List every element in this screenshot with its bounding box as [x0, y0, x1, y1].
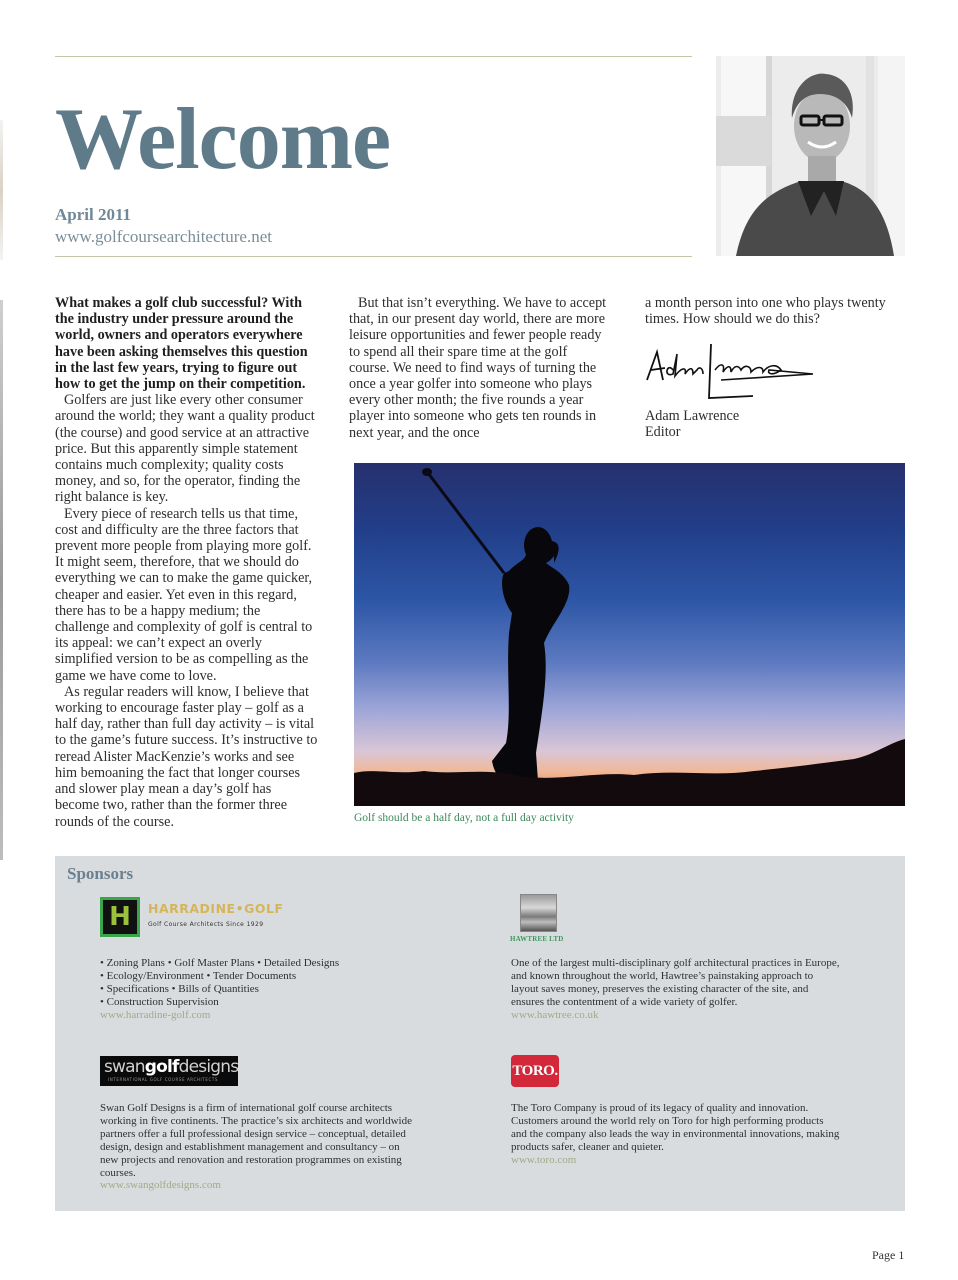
sponsor-toro: [511, 1102, 841, 1167]
header-bottom-rule: [55, 256, 692, 257]
service-line: • Construction Supervision: [100, 995, 219, 1008]
golfer-silhouette-photo: [354, 463, 905, 806]
editor-signature: [643, 340, 818, 404]
page-title: Welcome: [55, 91, 391, 188]
sponsor-description: The Toro Company is proud of its legacy of quality and innovation. Customers around the world rely on Toro for high performing products and the company also leads the way in environmental innovations, making products safer, cleaner and quieter.: [511, 1102, 840, 1153]
article-paragraph: But that isn’t everything. We have to accept that, in our present day world, there are more leisure opportunities and fewer people ready to spend all their spare time at the golf course. We need to find ways of turning the once a year golfer into someone who plays every other month; the five rounds a year player into someone who gets ten rounds in next year, and the once: [349, 295, 607, 441]
harradine-tagline: Golf Course Architects Since 1929: [148, 921, 264, 928]
sponsor-hawtree: [511, 957, 841, 1022]
editor-role: Editor: [645, 424, 681, 440]
harradine-h-icon: H: [100, 897, 140, 937]
swan-golf-designs-logo[interactable]: [100, 1056, 238, 1086]
service-line: • Specifications • Bills of Quantities: [100, 982, 259, 995]
harradine-golf-logo[interactable]: [100, 897, 284, 937]
hawtree-url-link[interactable]: www.hawtree.co.uk: [511, 1008, 599, 1021]
page-number: Page 1: [872, 1248, 905, 1262]
sponsors-heading: Sponsors: [67, 864, 134, 883]
hawtree-logo[interactable]: [510, 892, 570, 947]
photo-caption: Golf should be a half day, not a full day activity: [354, 812, 574, 824]
sponsors-panel: [55, 856, 905, 1211]
harradine-url-link[interactable]: www.harradine-golf.com: [100, 1008, 211, 1021]
signature-icon: [643, 340, 818, 404]
article-column-1: [55, 295, 318, 830]
toro-url-link[interactable]: www.toro.com: [511, 1153, 577, 1166]
swan-tagline: INTERNATIONAL GOLF COURSE ARCHITECTS: [108, 1077, 219, 1082]
hawtree-landscape-icon: [520, 894, 557, 932]
article-column-2: [349, 295, 611, 441]
website-link[interactable]: www.golfcoursearchitecture.net: [55, 227, 272, 246]
service-line: • Ecology/Environment • Tender Documents: [100, 969, 297, 982]
sponsor-description: One of the largest multi-disciplinary golf architectural practices in Europe, and known throughout the world, Hawtree’s painstaking approach to layout saves money, preserves the existing character of the site, and ensures the contentment of a wide variety of golfer.: [511, 957, 840, 1008]
page-edge-artifact: [0, 300, 3, 860]
issue-date: April 2011: [55, 205, 132, 224]
portrait-illustration: [716, 56, 905, 256]
sponsor-harradine: [100, 957, 420, 1022]
sponsor-swan: [100, 1102, 420, 1192]
golfer-silhouette-image: [354, 463, 905, 806]
service-line: • Zoning Plans • Golf Master Plans • Detailed Designs: [100, 957, 340, 969]
editor-name: Adam Lawrence: [645, 408, 740, 424]
article-column-3: [645, 295, 907, 327]
swan-wordmark: swangolfdesigns: [104, 1057, 239, 1077]
article-lead: What makes a golf club successful? With the industry under pressure around the world, owners and operators everywhere have been asking themselves this question in the last few years, trying to figure out how to get the jump on their competition.: [55, 295, 308, 393]
harradine-wordmark: HARRADINE•GOLF: [148, 901, 284, 916]
sponsor-description: Swan Golf Designs is a firm of international golf course architects working in five continents. The practice’s six architects and worldwide partners offer a full professional design service – conceptual, detailed design, design and establishment management and consultancy – on new projects and renovation and restoration programmes on existing courses.: [100, 1102, 412, 1179]
article-paragraph: a month person into one who plays twenty times. How should we do this?: [645, 295, 886, 328]
article-paragraph: As regular readers will know, I believe that working to encourage faster play – golf as a half day, rather than full day activity – is vital to the game’s future success. It’s instructive to reread Alister MacKenzie’s works and see him bemoaning the fact that longer courses and slower play mean a day’s golf has become two, rather than the former three rounds of the course.: [55, 683, 318, 830]
page-edge-artifact: [0, 120, 3, 260]
swan-url-link[interactable]: www.swangolfdesigns.com: [100, 1179, 221, 1192]
article-paragraph: Golfers are just like every other consumer around the world; they want a quality product (the course) and good service at an attractive price. But this apparently simple statement contains much complexity; quality costs money, and so, for the operator, finding the right balance is key.: [55, 392, 315, 506]
hawtree-wordmark: HAWTREE LTD: [510, 935, 564, 943]
editor-portrait: [716, 56, 905, 256]
article-paragraph: Every piece of research tells us that time, cost and difficulty are the three factors that prevent more people from playing more golf. It might seem, therefore, that we should do everything we can to make the game quicker, cheaper and easier. Yet even in this regard, there has to be a happy medium; the challenge and complexity of golf is central to its appeal: we can’t expect an overly simplified version to be as compelling as the game we have come to love.: [55, 505, 313, 684]
toro-logo[interactable]: TORO.: [511, 1055, 559, 1087]
header-top-rule: [55, 56, 692, 57]
